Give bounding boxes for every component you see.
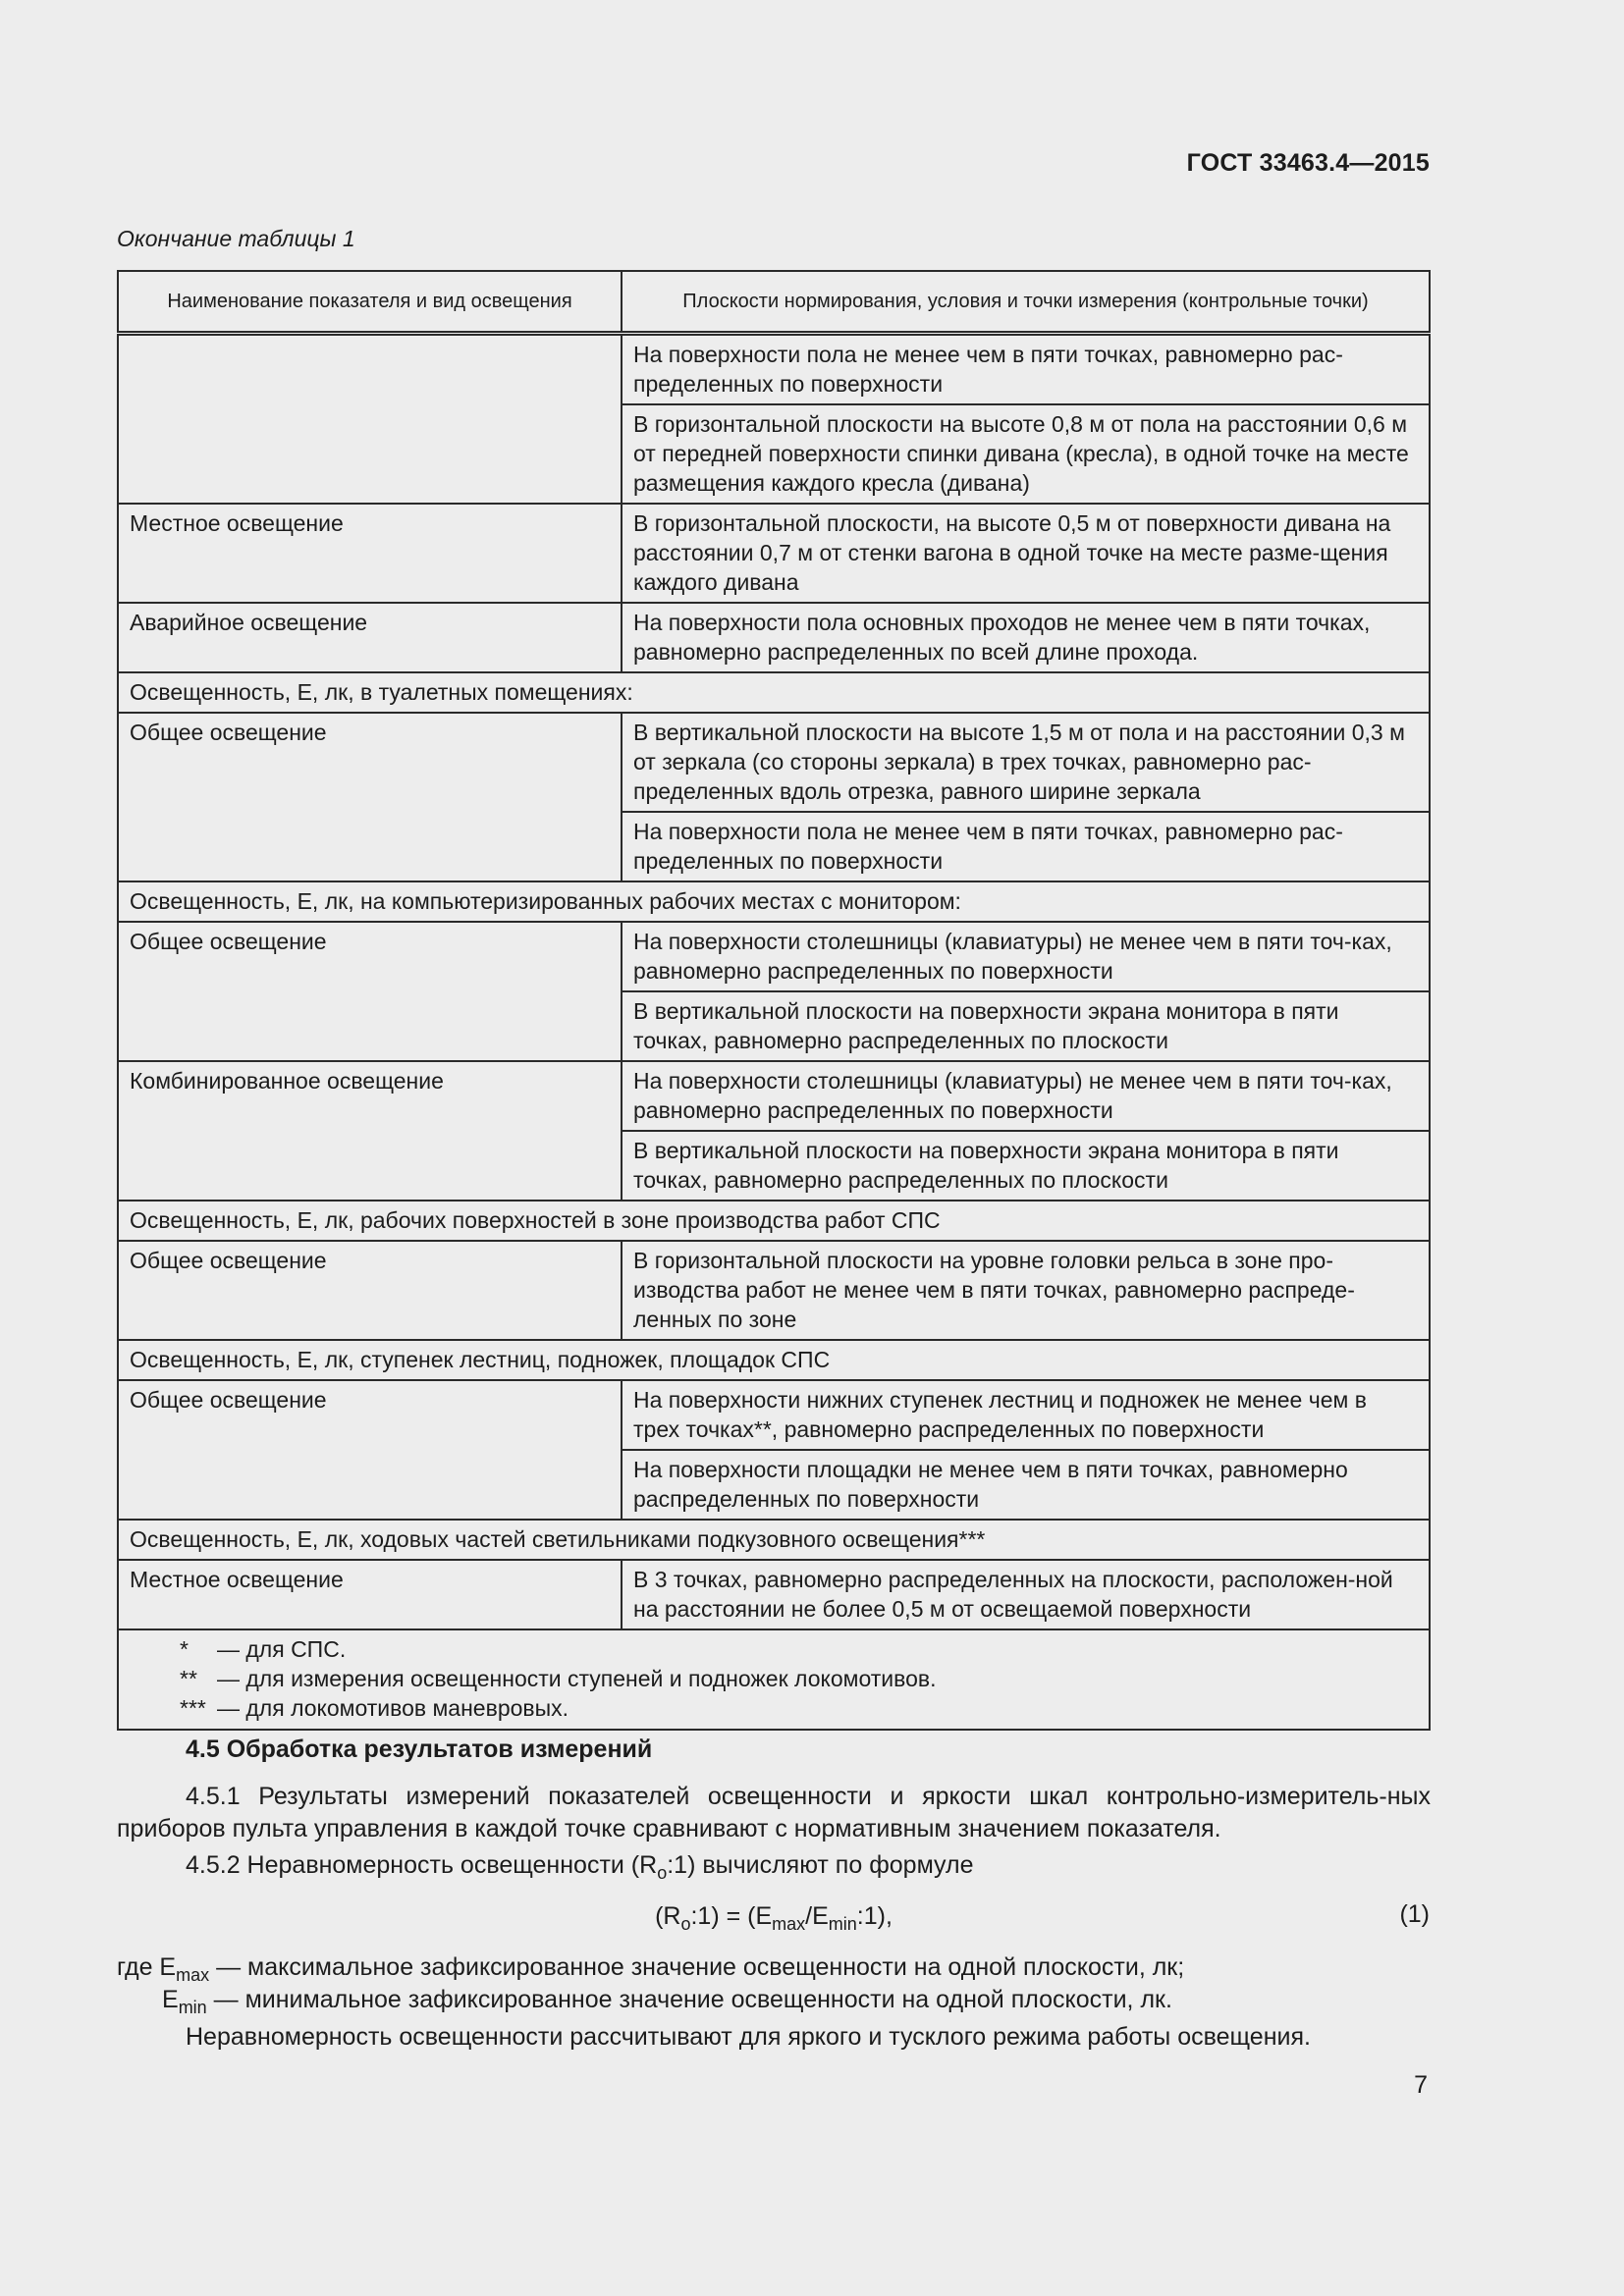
table-section-row	[118, 1201, 1430, 1241]
where-prefix: E	[162, 1986, 179, 2013]
p2-prefix: 4.5.2 Неравномерность освещенности (R	[186, 1851, 658, 1879]
paragraph-4-5-1: 4.5.1 Результаты измерений показателей освещенности и яркости шкал контрольно-измеритель-ных приборов пульта управления в каждой точке сравнивают с нормативным значением показателя.	[117, 1783, 1431, 1842]
table-row	[118, 713, 1430, 812]
table-row	[118, 922, 1430, 991]
table-section-row	[118, 1340, 1430, 1380]
table-section-row	[118, 672, 1430, 713]
indicator-cell: Общее освещение	[118, 1241, 622, 1340]
section-cell: Освещенность, Е, лк, на компьютеризированных рабочих местах с монитором:	[118, 881, 1430, 922]
measurement-cell: В горизонтальной плоскости на высоте 0,8 м от пола на расстоянии 0,6 м от передней поверхности спинки дивана (кресла), в одной точке на месте размещения каждого кресла (дивана)	[622, 404, 1430, 504]
table-row	[118, 504, 1430, 603]
table-row	[118, 1241, 1430, 1340]
measurement-cell: В 3 точках, равномерно распределенных на плоскости, расположен-ной на расстоянии не более 0,5 м от освещаемой поверхности	[622, 1560, 1430, 1629]
measurement-cell: На поверхности пола не менее чем в пяти точках, равномерно рас-пределенных по поверхности	[622, 812, 1430, 881]
table-notes	[118, 1629, 1430, 1730]
formula-part: /E	[805, 1902, 829, 1930]
footnote-text: — для измерения освещенности ступеней и подножек локомотивов.	[217, 1666, 937, 1691]
indicator-cell: Общее освещение	[118, 713, 622, 881]
measurement-cell: В вертикальной плоскости на высоте 1,5 м от пола и на расстоянии 0,3 м от зеркала (со стороны зеркала) в трех точках, равномерно рас-пределенных вдоль отрезка, равного ширине зеркала	[622, 713, 1430, 812]
formula-part: (R	[655, 1902, 681, 1930]
indicator-cell	[118, 334, 622, 505]
table-row	[118, 1061, 1430, 1131]
section-cell: Освещенность, Е, лк, рабочих поверхностей в зоне производства работ СПС	[118, 1201, 1430, 1241]
measurement-cell: На поверхности столешницы (клавиатуры) не менее чем в пяти точ-ках, равномерно распределенных по поверхности	[622, 1061, 1430, 1131]
paragraph-unevenness: Неравномерность освещенности рассчитывают для яркого и тусклого режима работы освещения.	[186, 2023, 1311, 2051]
table-section-row	[118, 881, 1430, 922]
p2-subscript: o	[657, 1863, 668, 1883]
footnote-mark: ***	[180, 1695, 206, 1721]
formula-subscript: o	[680, 1914, 691, 1934]
indicator-cell: Местное освещение	[118, 504, 622, 603]
section-cell: Освещенность, Е, лк, ступенек лестниц, подножек, площадок СПС	[118, 1340, 1430, 1380]
lighting-norms-table	[117, 270, 1431, 1731]
indicator-cell: Общее освещение	[118, 922, 622, 1061]
measurement-cell: В вертикальной плоскости на поверхности экрана монитора в пяти точках, равномерно распределенных по плоскости	[622, 991, 1430, 1061]
where-text: — максимальное зафиксированное значение освещенности на одной плоскости, лк;	[209, 1953, 1185, 1981]
formula-number: (1)	[1399, 1900, 1430, 1928]
formula-part: :1),	[856, 1902, 893, 1930]
table-notes-row	[118, 1629, 1430, 1730]
measurement-cell: В горизонтальной плоскости, на высоте 0,5 м от поверхности дивана на расстоянии 0,7 м от стенки вагона в одной точке на месте разме-щения каждого дивана	[622, 504, 1430, 603]
where-subscript: max	[176, 1965, 210, 1985]
document-code: ГОСТ 33463.4—2015	[1186, 149, 1430, 177]
indicator-cell: Местное освещение	[118, 1560, 622, 1629]
formula-subscript: max	[772, 1914, 806, 1934]
measurement-cell: На поверхности столешницы (клавиатуры) не менее чем в пяти точ-ках, равномерно распределенных по поверхности	[622, 922, 1430, 991]
table-section-row	[118, 1520, 1430, 1560]
table-header-row	[118, 271, 1430, 334]
column-header: Плоскости нормирования, условия и точки измерения (контрольные точки)	[622, 271, 1430, 334]
footnote-text: — для СПС.	[217, 1636, 347, 1662]
indicator-cell: Общее освещение	[118, 1380, 622, 1520]
section-cell: Освещенность, Е, лк, ходовых частей светильниками подкузовного освещения***	[118, 1520, 1430, 1560]
table-row	[118, 1560, 1430, 1629]
measurement-cell: В вертикальной плоскости на поверхности экрана монитора в пяти точках, равномерно распределенных по плоскости	[622, 1131, 1430, 1201]
where-prefix: где E	[117, 1953, 177, 1981]
measurement-cell: На поверхности площадки не менее чем в пяти точках, равномерно распределенных по поверхности	[622, 1450, 1430, 1520]
where-line-min	[162, 1984, 1340, 2024]
footnote	[131, 1693, 1417, 1723]
footnote-text: — для локомотивов маневровых.	[217, 1695, 569, 1721]
column-header: Наименование показателя и вид освещения	[118, 271, 622, 334]
table-row	[118, 334, 1430, 405]
formula-subscript: min	[828, 1914, 857, 1934]
measurement-cell: В горизонтальной плоскости на уровне головки рельса в зоне про-изводства работ не менее чем в пяти точках, равномерно распреде-ленных по зоне	[622, 1241, 1430, 1340]
p2-suffix: :1) вычисляют по формуле	[667, 1851, 974, 1879]
footnote	[131, 1664, 1417, 1693]
indicator-cell: Комбинированное освещение	[118, 1061, 622, 1201]
footnote	[131, 1634, 1417, 1664]
table-row	[118, 603, 1430, 672]
measurement-cell: На поверхности нижних ступенек лестниц и подножек не менее чем в трех точках**, равномерно распределенных по поверхности	[622, 1380, 1430, 1450]
measurement-cell: На поверхности пола основных проходов не менее чем в пяти точках, равномерно распределенных по всей длине прохода.	[622, 603, 1430, 672]
table-caption: Окончание таблицы 1	[117, 226, 355, 251]
measurement-cell: На поверхности пола не менее чем в пяти точках, равномерно рас-пределенных по поверхности	[622, 334, 1430, 405]
formula-part: :1) = (E	[690, 1902, 773, 1930]
section-heading: 4.5 Обработка результатов измерений	[186, 1735, 653, 1763]
paragraph-4-5-2	[117, 1849, 1431, 1890]
where-subscript: min	[178, 1998, 207, 2017]
where-text: — минимальное зафиксированное значение освещенности на одной плоскости, лк.	[206, 1986, 1172, 2013]
footnote-mark: *	[180, 1636, 189, 1662]
page-number: 7	[1414, 2071, 1428, 2099]
footnote-mark: **	[180, 1666, 197, 1691]
table-row	[118, 1380, 1430, 1450]
formula	[117, 1900, 1431, 1941]
section-cell: Освещенность, Е, лк, в туалетных помещениях:	[118, 672, 1430, 713]
indicator-cell: Аварийное освещение	[118, 603, 622, 672]
